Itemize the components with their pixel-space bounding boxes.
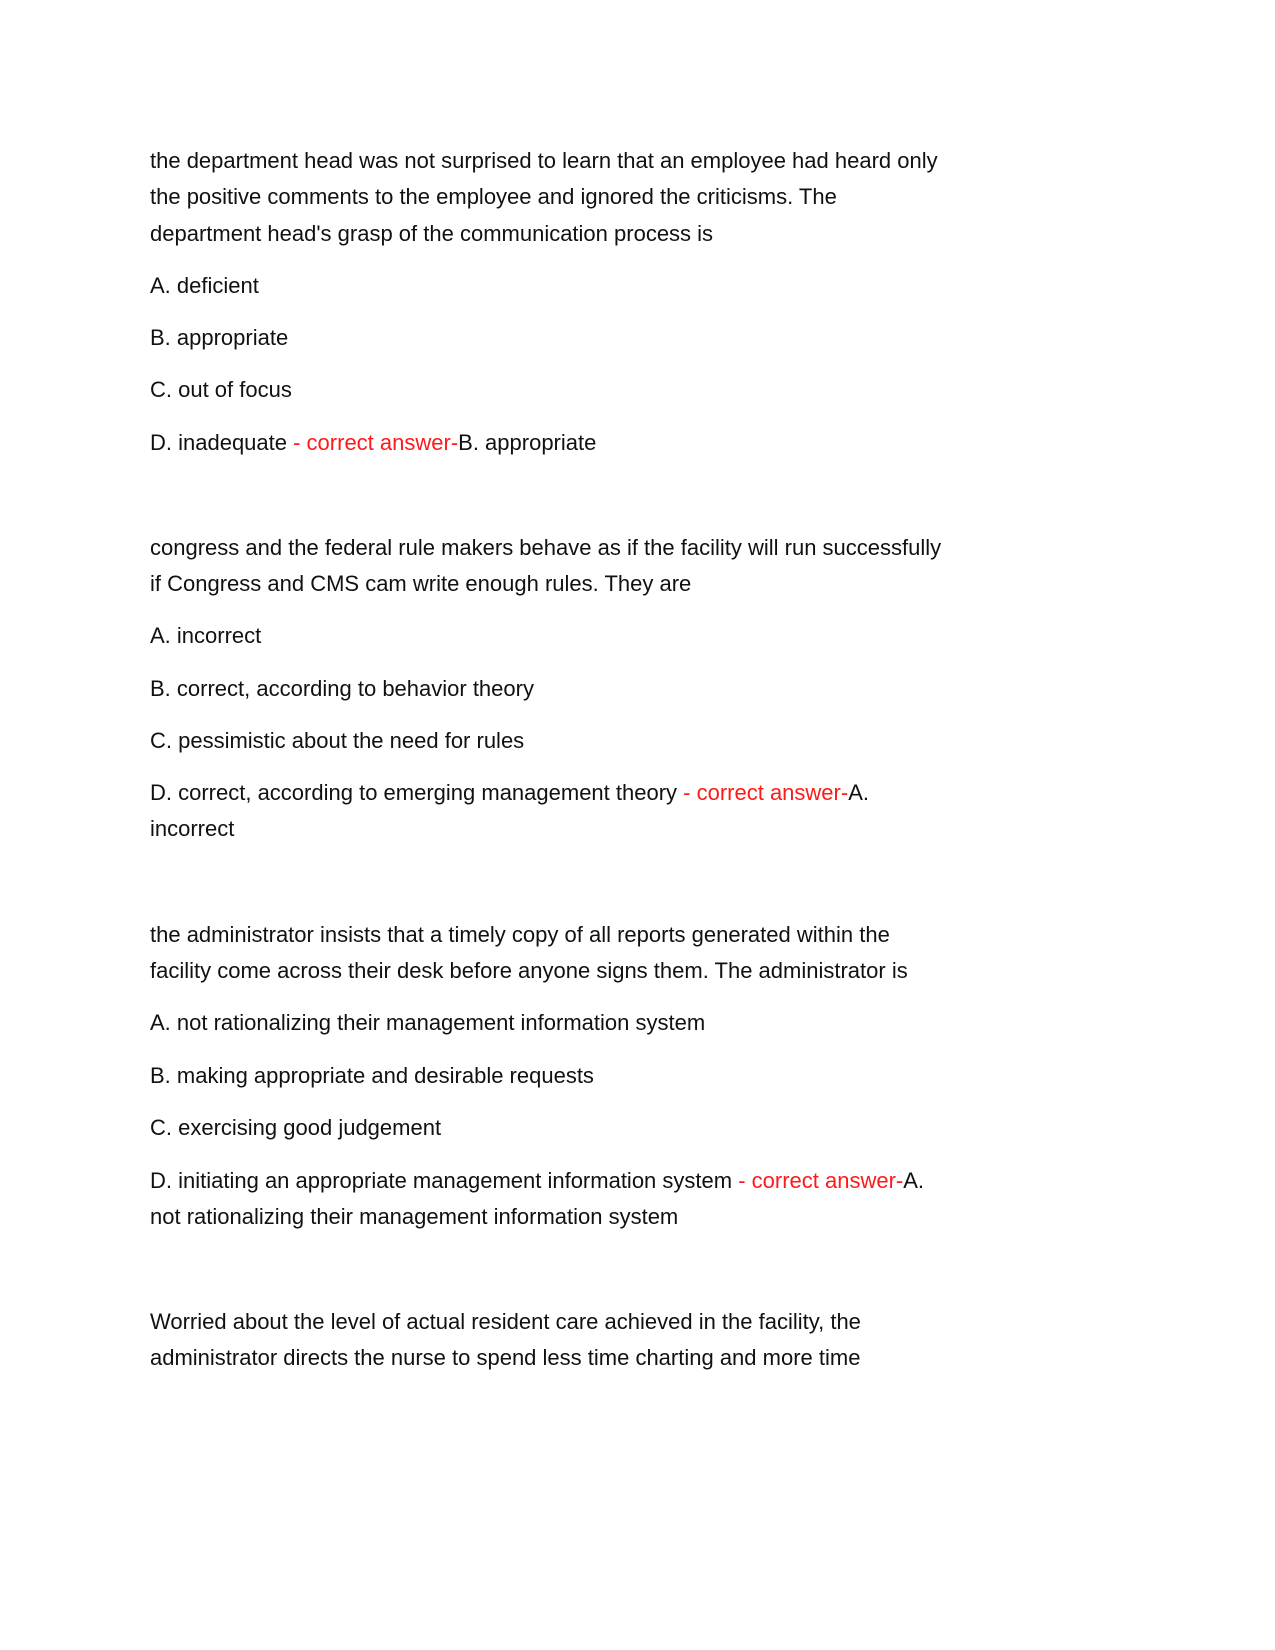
correct-answer: B. appropriate bbox=[458, 430, 597, 455]
correct-answer-marker: - correct answer- bbox=[677, 780, 849, 805]
option-a: A. not rationalizing their management information system bbox=[150, 1010, 706, 1035]
question-stem-line: if Congress and CMS cam write enough rules. They are bbox=[150, 571, 692, 596]
correct-answer: A. bbox=[848, 780, 869, 805]
correct-answer-marker: - correct answer- bbox=[287, 430, 459, 455]
correct-answer-marker: - correct answer- bbox=[732, 1168, 904, 1193]
question-stem-line: the administrator insists that a timely copy of all reports generated within the bbox=[150, 922, 890, 947]
question-stem-line: Worried about the level of actual resident care achieved in the facility, the bbox=[150, 1309, 861, 1334]
option-d-with-answer bbox=[150, 775, 869, 811]
option-d-with-answer bbox=[150, 1163, 924, 1199]
correct-answer-continued: not rationalizing their management information system bbox=[150, 1204, 679, 1229]
question-stem-line: facility come across their desk before anyone signs them. The administrator is bbox=[150, 958, 908, 983]
option-c: C. exercising good judgement bbox=[150, 1115, 442, 1140]
option-b: B. appropriate bbox=[150, 325, 289, 350]
question-stem-line: department head's grasp of the communication process is bbox=[150, 221, 714, 246]
question-stem-line: the positive comments to the employee and ignored the criticisms. The bbox=[150, 184, 837, 209]
correct-answer-continued: incorrect bbox=[150, 816, 235, 841]
question-stem-line: congress and the federal rule makers behave as if the facility will run successfully bbox=[150, 535, 942, 560]
question-stem-line: the department head was not surprised to learn that an employee had heard only bbox=[150, 148, 938, 173]
option-b: B. making appropriate and desirable requests bbox=[150, 1063, 594, 1088]
option-d-with-answer bbox=[150, 425, 596, 461]
option-d: D. inadequate bbox=[150, 430, 287, 455]
correct-answer: A. bbox=[903, 1168, 925, 1193]
option-a: A. deficient bbox=[150, 273, 259, 298]
option-b: B. correct, according to behavior theory bbox=[150, 676, 534, 701]
option-c: C. pessimistic about the need for rules bbox=[150, 728, 525, 753]
option-a: A. incorrect bbox=[150, 623, 262, 648]
question-stem-line: administrator directs the nurse to spend less time charting and more time bbox=[150, 1345, 861, 1370]
option-d: D. correct, according to emerging management theory bbox=[150, 780, 678, 805]
option-d: D. initiating an appropriate management information system bbox=[150, 1168, 733, 1193]
option-c: C. out of focus bbox=[150, 377, 292, 402]
